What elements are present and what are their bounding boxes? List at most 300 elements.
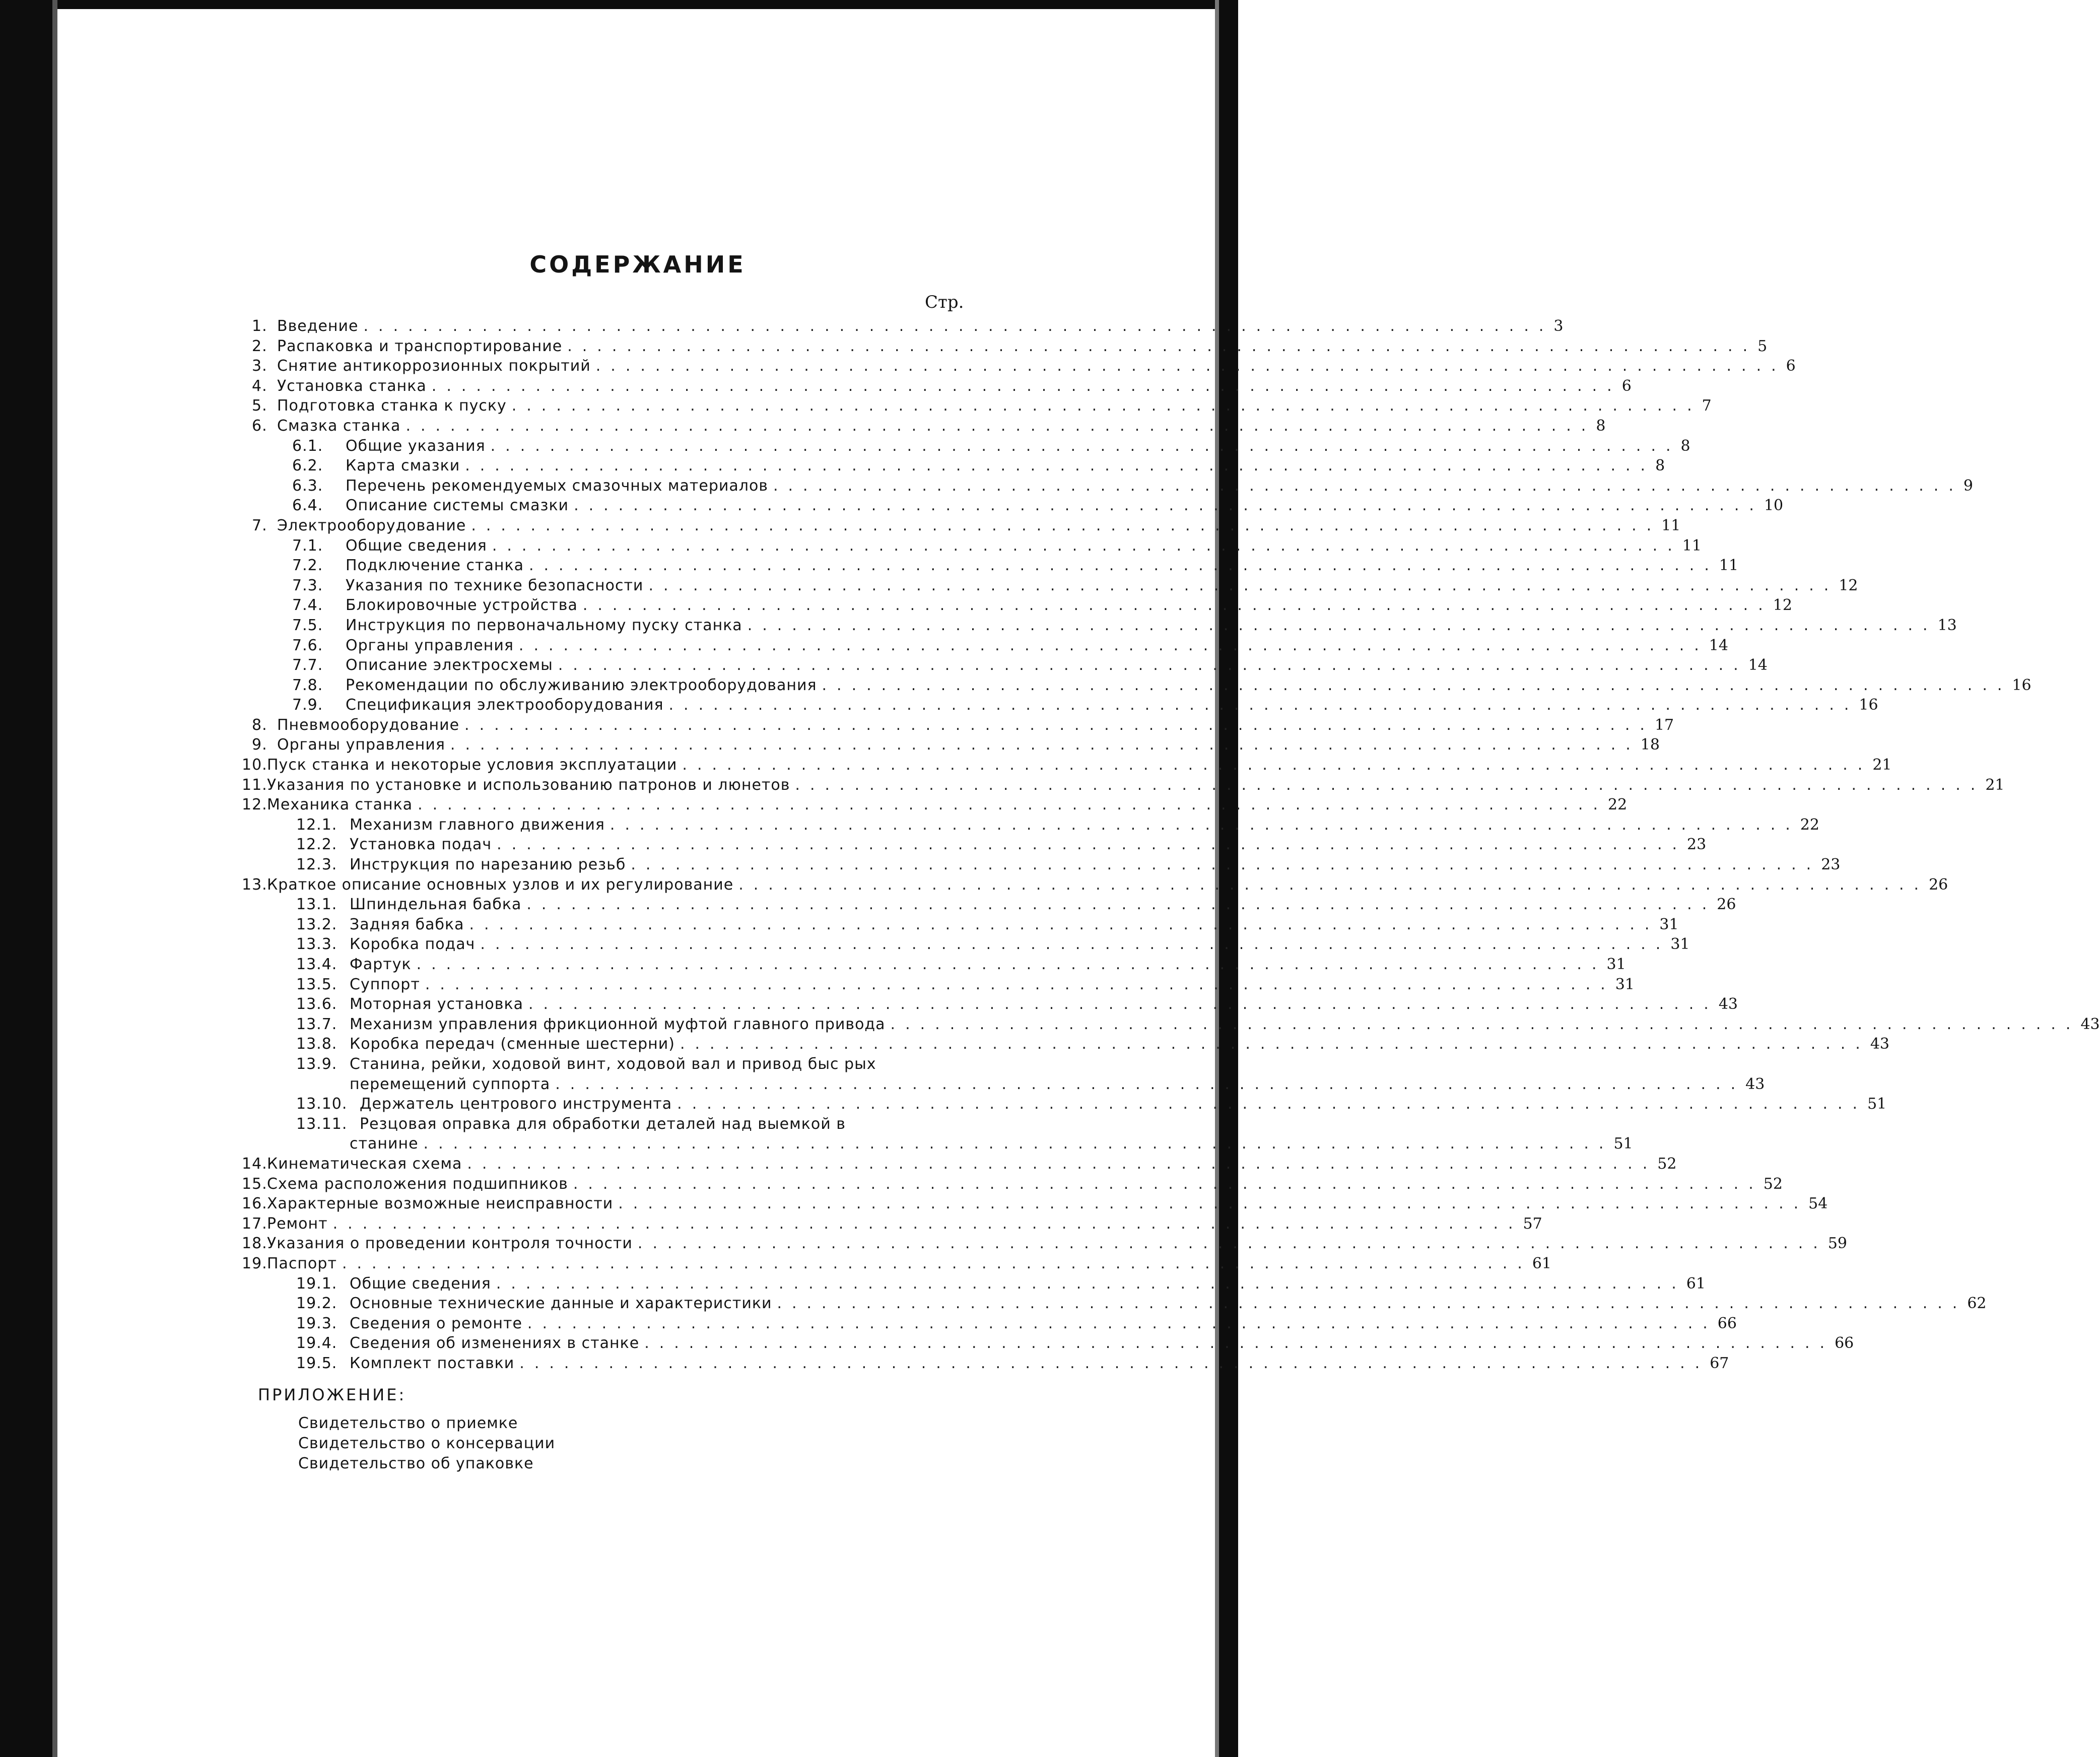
toc-entry-body xyxy=(296,1274,1706,1294)
toc-entry[interactable] xyxy=(252,376,1632,396)
toc-entry-title: Коробка подач xyxy=(350,935,476,954)
toc-entry[interactable] xyxy=(242,1174,1783,1194)
toc-entry-leader: ................................................................................ xyxy=(465,457,1656,475)
toc-entry-body xyxy=(296,1314,1737,1334)
toc-entry[interactable] xyxy=(252,516,1681,536)
toc-entry-title: Сведения о ремонте xyxy=(350,1314,522,1332)
toc-entry-body xyxy=(252,336,1768,357)
toc-entry-title: Смазка станка xyxy=(277,417,401,435)
toc-entry-leader: ................................................................................ xyxy=(773,477,1963,495)
toc-entry-number: 2. xyxy=(252,337,267,355)
toc-entry-leader: ................................................................................ xyxy=(822,676,2012,694)
toc-entry[interactable] xyxy=(252,496,1784,516)
toc-entry-body xyxy=(296,1034,1890,1054)
toc-entry-number: 12. xyxy=(242,796,267,814)
toc-entry-body xyxy=(296,1294,1987,1314)
toc-entry-leader: ................................................................................ xyxy=(363,317,1554,335)
toc-entry[interactable] xyxy=(242,1254,1552,1274)
toc-entry-leader: ................................................................................ xyxy=(342,1254,1532,1272)
toc-entry[interactable] xyxy=(252,975,1635,995)
toc-entry-body xyxy=(292,436,1690,456)
toc-entry-number: 11. xyxy=(242,776,267,794)
toc-entry-page: 21 xyxy=(1872,756,1892,774)
toc-entry[interactable] xyxy=(252,835,1707,855)
toc-entry-title: Перечень рекомендуемых смазочных материалов xyxy=(346,477,768,495)
toc-entry-leader: ................................................................................ xyxy=(528,995,1719,1013)
toc-entry-page: 3 xyxy=(1553,317,1564,335)
toc-entry-body xyxy=(296,1015,2100,1035)
toc-entry-leader: ................................................................................ xyxy=(648,576,1839,594)
toc-entry-body xyxy=(242,875,1948,895)
toc-entry-body xyxy=(292,616,1957,636)
toc-entry-body xyxy=(242,1154,1677,1174)
toc-entry-body xyxy=(292,476,1973,496)
toc-entry-body xyxy=(296,895,1736,915)
toc-entry-leader: ................................................................................ xyxy=(519,1354,1710,1372)
toc-entry-body xyxy=(296,955,1626,975)
toc-entry-body xyxy=(252,735,1660,755)
toc-entry-title: Введение xyxy=(277,317,359,335)
toc-entry-number: 6.3. xyxy=(292,477,323,495)
toc-entry-title: Пневмооборудование xyxy=(277,716,460,734)
toc-entry-leader: ................................................................................ xyxy=(631,856,1821,874)
toc-entry-page: 59 xyxy=(1827,1235,1847,1253)
toc-entry-title: Краткое описание основных узлов и их регулирование xyxy=(267,875,734,894)
toc-entry[interactable] xyxy=(252,1015,2100,1035)
toc-entry-body xyxy=(292,576,1858,596)
toc-entry-leader: ................................................................................ xyxy=(573,1175,1764,1193)
toc-entry-leader: ................................................................................ xyxy=(497,836,1687,854)
appendix-title: ПРИЛОЖЕНИЕ: xyxy=(258,1385,407,1404)
toc-entry-page: 13 xyxy=(1937,616,1957,634)
toc-entry-page: 11 xyxy=(1661,516,1681,534)
toc-entry-number: 13.1. xyxy=(296,896,337,914)
toc-entry-title: Механизм главного движения xyxy=(350,816,605,834)
toc-entry-number: 13. xyxy=(242,875,267,894)
toc-entry-body xyxy=(242,775,2005,795)
toc-entry-title: станине xyxy=(350,1135,419,1153)
toc-entry[interactable] xyxy=(252,576,1858,596)
toc-entry[interactable] xyxy=(242,795,1628,815)
toc-entry-body xyxy=(292,695,1878,715)
toc-entry-title: Пуск станка и некоторые условия эксплуатации xyxy=(267,756,678,774)
toc-entry-page: 52 xyxy=(1657,1155,1677,1173)
toc-entry-page: 57 xyxy=(1523,1214,1542,1233)
toc-entry-title: Общие сведения xyxy=(346,536,487,555)
toc-entry-number: 14. xyxy=(242,1155,267,1173)
toc-entry-body xyxy=(296,835,1707,855)
toc-entry-leader: ................................................................................ xyxy=(738,875,1929,894)
toc-entry-title: Паспорт xyxy=(267,1254,337,1272)
toc-entry-body xyxy=(292,536,1702,556)
toc-entry[interactable] xyxy=(242,1194,1828,1214)
toc-entry-number: 13.11. xyxy=(296,1115,348,1133)
toc-entry-leader: ................................................................................ xyxy=(418,796,1608,814)
appendix-list xyxy=(298,1413,555,1474)
toc-entry-page: 11 xyxy=(1682,536,1702,555)
toc-entry-body xyxy=(252,376,1632,396)
toc-entry-page: 23 xyxy=(1687,836,1707,854)
toc-entry-page: 54 xyxy=(1808,1195,1828,1213)
toc-entry[interactable] xyxy=(252,915,1679,935)
toc-entry-leader: ................................................................................ xyxy=(677,1095,1868,1113)
toc-entry-title: Карта смазки xyxy=(346,457,460,475)
toc-entry[interactable] xyxy=(252,855,1841,875)
toc-entry-number: 3. xyxy=(252,357,267,375)
toc-entry-leader: ................................................................................ xyxy=(637,1235,1828,1253)
toc-entry[interactable] xyxy=(252,955,1626,975)
toc-entry-title: Моторная установка xyxy=(350,995,523,1013)
toc-entry-body xyxy=(296,855,1841,875)
toc-entry-page: 31 xyxy=(1606,956,1626,973)
toc-entry-page: 8 xyxy=(1596,417,1606,435)
toc-entry[interactable] xyxy=(252,476,1973,496)
toc-entry-title: перемещений суппорта xyxy=(350,1075,551,1093)
toc-entry[interactable] xyxy=(252,1274,1706,1294)
toc-entry-body xyxy=(252,516,1681,536)
toc-entry-title: Шпиндельная бабка xyxy=(350,896,522,914)
toc-entry-page: 26 xyxy=(1929,875,1948,894)
toc-entry[interactable] xyxy=(252,1034,1890,1054)
toc-entry[interactable] xyxy=(252,735,1660,755)
toc-entry-number: 19.4. xyxy=(296,1334,337,1353)
toc-entry-body xyxy=(252,316,1564,336)
toc-entry-number: 13.2. xyxy=(296,915,337,933)
toc-entry-body xyxy=(292,496,1784,516)
toc-entry-body xyxy=(292,655,1768,675)
toc-entry-title: Механизм управления фрикционной муфтой главного привода xyxy=(350,1015,886,1033)
toc-entry-number: 7.6. xyxy=(292,636,323,654)
toc-entry[interactable] xyxy=(252,616,1957,636)
toc-entry-leader: ................................................................................ xyxy=(511,397,1702,415)
toc-entry-title: Задняя бабка xyxy=(350,915,464,933)
toc-entry-number: 7.2. xyxy=(292,557,323,575)
toc-entry-page: 61 xyxy=(1686,1274,1706,1293)
toc-entry-body xyxy=(242,1234,1847,1254)
toc-entry[interactable] xyxy=(252,655,1768,675)
toc-entry-leader: ................................................................................ xyxy=(450,736,1641,754)
toc-entry-leader: ................................................................................ xyxy=(464,716,1655,734)
toc-entry[interactable] xyxy=(242,755,1892,775)
toc-entry-leader: ................................................................................ xyxy=(795,776,1986,794)
toc-entry-number: 19.3. xyxy=(296,1314,337,1332)
toc-entry-body xyxy=(252,416,1606,436)
toc-entry-leader: ................................................................................ xyxy=(492,536,1682,555)
toc-entry-body xyxy=(296,1114,957,1134)
toc-entry-title: Инструкция по нарезанию резьб xyxy=(350,856,626,874)
toc-entry-leader: ................................................................................ xyxy=(682,756,1873,774)
toc-entry-body xyxy=(296,815,1819,835)
toc-entry-title: Держатель центрового инструмента xyxy=(360,1095,672,1113)
toc-entry-page: 26 xyxy=(1717,896,1736,914)
toc-entry-body xyxy=(296,1054,957,1074)
toc-entry-body xyxy=(242,1194,1828,1214)
toc-entry-title: Основные технические данные и характеристики xyxy=(350,1295,772,1313)
toc-entry[interactable] xyxy=(242,1154,1677,1174)
toc-entry-leader: ................................................................................ xyxy=(777,1295,1968,1313)
toc-entry-page: 10 xyxy=(1764,497,1784,515)
toc-entry[interactable] xyxy=(252,416,1606,436)
toc-entry-title: Блокировочные устройства xyxy=(346,596,578,615)
toc-entry-page: 31 xyxy=(1615,975,1635,993)
toc-entry-number: 13.10. xyxy=(296,1095,348,1113)
appendix-item[interactable]: Свидетельство о консервации xyxy=(298,1435,556,1452)
toc-entry-title: Органы управления xyxy=(346,636,514,654)
toc-entry[interactable] xyxy=(242,1214,1542,1234)
toc-entry[interactable] xyxy=(252,396,1712,416)
toc-entry-page: 14 xyxy=(1709,636,1728,654)
toc-entry[interactable] xyxy=(252,675,2031,696)
toc-entry-page: 7 xyxy=(1702,397,1712,415)
toc-entry-number: 7.3. xyxy=(292,576,323,594)
toc-entry[interactable] xyxy=(252,1134,1633,1154)
toc-entry-page: 43 xyxy=(1745,1075,1765,1093)
toc-entry-page: 8 xyxy=(1655,457,1665,475)
toc-entry-number: 6.2. xyxy=(292,457,323,475)
toc-entry-leader: ................................................................................ xyxy=(518,636,1709,654)
toc-entry-number: 13.4. xyxy=(296,956,337,973)
toc-entry-leader: ................................................................................ xyxy=(332,1214,1523,1233)
page-column-label: Стр. xyxy=(925,292,964,312)
toc-entry-body xyxy=(292,456,1665,476)
toc-entry-leader: ................................................................................ xyxy=(680,1035,1870,1053)
toc-entry-page: 22 xyxy=(1608,796,1628,814)
toc-entry-page: 16 xyxy=(1859,696,1878,714)
toc-entry-leader: ................................................................................ xyxy=(480,935,1671,954)
toc-entry[interactable] xyxy=(252,436,1690,456)
toc-entry[interactable] xyxy=(252,1314,1737,1334)
toc-entry-title: Снятие антикоррозионных покрытий xyxy=(277,357,591,375)
toc-entry-title: Сведения об изменениях в станке xyxy=(350,1334,640,1353)
toc-entry-title: Рекомендации по обслуживанию электрооборудования xyxy=(346,676,817,694)
appendix-item[interactable]: Свидетельство об упаковке xyxy=(298,1455,534,1472)
toc-entry-leader: ................................................................................ xyxy=(469,915,1660,933)
toc-entry-page: 51 xyxy=(1867,1095,1887,1113)
toc-entry-leader: ................................................................................ xyxy=(416,956,1607,973)
toc-entry[interactable] xyxy=(242,775,2005,795)
toc-entry-title: Общие указания xyxy=(346,437,486,455)
toc-entry-leader: ................................................................................ xyxy=(595,357,1786,375)
toc-entry-leader: ................................................................................ xyxy=(890,1015,2081,1033)
toc-entry-page: 12 xyxy=(1773,596,1792,615)
toc-entry-title: Инструкция по первоначальному пуску станка xyxy=(346,616,742,634)
appendix-item[interactable]: Свидетельство о приемке xyxy=(298,1414,518,1432)
toc-entry-page: 31 xyxy=(1670,935,1690,954)
toc-entry-number: 5. xyxy=(252,397,267,415)
toc-entry-title: Подключение станка xyxy=(346,557,524,575)
toc-entry-page: 6 xyxy=(1621,377,1632,395)
toc-entry[interactable] xyxy=(252,1354,1729,1374)
toc-entry[interactable] xyxy=(252,636,1728,656)
toc-entry-number: 4. xyxy=(252,377,267,395)
toc-entry-body xyxy=(296,934,1690,955)
toc-entry-title: Электрооборудование xyxy=(277,516,466,534)
toc-entry-body xyxy=(292,556,1739,576)
toc-entry-title: Суппорт xyxy=(350,975,420,993)
toc-entry-body xyxy=(296,1134,1633,1154)
toc-entry-page: 66 xyxy=(1717,1314,1737,1332)
toc-entry-body xyxy=(296,1094,1887,1114)
toc-entry-page: 17 xyxy=(1654,716,1674,734)
toc-entry[interactable] xyxy=(252,1294,1987,1314)
toc-entry-page: 52 xyxy=(1763,1175,1783,1193)
toc-entry-leader: ................................................................................ xyxy=(496,1274,1686,1293)
toc-entry[interactable] xyxy=(252,1333,1854,1354)
toc-entry-body xyxy=(296,994,1738,1015)
toc-entry-title: Установка станка xyxy=(277,377,427,395)
toc-entry-body xyxy=(242,1254,1552,1274)
toc-entry-page: 6 xyxy=(1786,357,1796,375)
toc-entry-number: 12.3. xyxy=(296,856,337,874)
toc-entry-number: 8. xyxy=(252,716,267,734)
toc-entry-body xyxy=(252,715,1674,735)
toc-entry[interactable] xyxy=(252,695,1878,715)
toc-entry-number: 7.9. xyxy=(292,696,323,714)
toc-entry[interactable] xyxy=(252,316,1564,336)
toc-entry-leader: ................................................................................ xyxy=(582,596,1773,615)
toc-entry-body xyxy=(296,915,1679,935)
toc-entry-title: Описание электросхемы xyxy=(346,656,553,674)
toc-entry-title: Спецификация электрооборудования xyxy=(346,696,664,714)
toc-entry-title: Описание системы смазки xyxy=(346,497,569,515)
toc-entry[interactable] xyxy=(252,356,1796,376)
toc-entry-leader: ................................................................................ xyxy=(467,1155,1658,1173)
toc-entry-page: 21 xyxy=(1985,776,2005,794)
toc-entry-page: 61 xyxy=(1532,1254,1552,1272)
toc-entry-number: 7. xyxy=(252,516,267,534)
toc-entry-title: Установка подач xyxy=(350,836,492,854)
toc-entry[interactable] xyxy=(252,934,1690,955)
toc-entry-body xyxy=(292,636,1728,656)
toc-entry-number: 6.4. xyxy=(292,497,323,515)
toc-entry-page: 9 xyxy=(1963,477,1973,495)
toc-entry-leader: ................................................................................ xyxy=(471,516,1662,534)
toc-entry-leader: ................................................................................ xyxy=(567,337,1758,355)
toc-entry[interactable] xyxy=(252,1074,1765,1095)
toc-entry-title: Станина, рейки, ходовой винт, ходовой вал и привод быс рых xyxy=(350,1055,876,1073)
toc-entry-page: 31 xyxy=(1659,915,1679,933)
toc-entry-number: 13.8. xyxy=(296,1035,337,1053)
toc-entry[interactable] xyxy=(252,1054,957,1074)
toc-entry-page: 43 xyxy=(1718,995,1738,1013)
toc-entry[interactable] xyxy=(252,456,1665,476)
toc-entry-title: Органы управления xyxy=(277,736,445,754)
toc-entry-body xyxy=(296,975,1635,995)
toc-entry-body xyxy=(242,1214,1542,1234)
toc-entry[interactable] xyxy=(242,1234,1847,1254)
toc-entry-page: 8 xyxy=(1680,437,1690,455)
toc-entry-leader: ................................................................................ xyxy=(526,896,1717,914)
toc-entry-leader: ................................................................................ xyxy=(527,1314,1718,1332)
toc-entry-number: 13.3. xyxy=(296,935,337,954)
toc-entry-title: Общие сведения xyxy=(350,1274,491,1293)
toc-entry-number: 10. xyxy=(242,756,267,774)
toc-entry-page: 62 xyxy=(1967,1295,1987,1313)
toc-entry-number: 19.1. xyxy=(296,1274,337,1293)
toc-entry-leader: ................................................................................ xyxy=(425,975,1615,993)
toc-entry-body xyxy=(242,1174,1783,1194)
toc-entry-leader: ................................................................................ xyxy=(644,1334,1835,1353)
toc-entry-page: 5 xyxy=(1757,337,1768,355)
toc-entry[interactable] xyxy=(252,994,1738,1015)
toc-entry[interactable] xyxy=(252,536,1702,556)
toc-entry-body xyxy=(252,356,1796,376)
toc-entry-title: Резцовая оправка для обработки деталей над выемкой в xyxy=(360,1115,846,1133)
toc-entry[interactable] xyxy=(252,556,1739,576)
toc-entry-number: 6. xyxy=(252,417,267,435)
toc-entry-leader: ................................................................................ xyxy=(528,557,1719,575)
toc-entry[interactable] xyxy=(252,895,1736,915)
toc-entry-title: Ремонт xyxy=(267,1214,328,1233)
toc-entry-body xyxy=(242,755,1892,775)
toc-entry-leader: ................................................................................ xyxy=(609,816,1800,834)
toc-entry[interactable] xyxy=(242,875,1948,895)
toc-entry-number: 12.2. xyxy=(296,836,337,854)
toc-entry-page: 12 xyxy=(1839,576,1858,594)
toc-entry-number: 6.1. xyxy=(292,437,323,455)
toc-entry-number: 16. xyxy=(242,1195,267,1213)
toc-entry-leader: ................................................................................ xyxy=(574,497,1764,515)
toc-entry-title: Указания по технике безопасности xyxy=(346,576,644,594)
toc-entry-page: 67 xyxy=(1710,1354,1729,1372)
toc-entry-leader: ................................................................................ xyxy=(431,377,1622,395)
toc-entry-page: 51 xyxy=(1613,1135,1633,1153)
toc-entry-title: Указания по установке и использованию патронов и люнетов xyxy=(267,776,790,794)
toc-entry-body xyxy=(296,1333,1854,1354)
toc-entry-number: 19. xyxy=(242,1254,267,1272)
toc-entry-title: Механика станка xyxy=(267,796,413,814)
toc-entry-title: Комплект поставки xyxy=(350,1354,515,1372)
toc-entry[interactable] xyxy=(252,1094,1887,1114)
toc-entry-title: Коробка передач (сменные шестерни) xyxy=(350,1035,675,1053)
toc-entry-number: 13.6. xyxy=(296,995,337,1013)
toc-entry-number: 19.5. xyxy=(296,1354,337,1372)
toc-entry-title: Указания о проведении контроля точности xyxy=(267,1235,633,1253)
toc-entry-body xyxy=(292,595,1792,616)
toc-entry-title: Подготовка станка к пуску xyxy=(277,397,507,415)
toc-entry-number: 7.4. xyxy=(292,596,323,615)
toc-entry-page: 11 xyxy=(1719,557,1739,575)
toc-entry[interactable] xyxy=(252,815,1819,835)
toc-entry-number: 7.8. xyxy=(292,676,323,694)
toc-entry-page: 66 xyxy=(1835,1334,1854,1353)
toc-entry-leader: ................................................................................ xyxy=(405,417,1596,435)
toc-entry-number: 7.7. xyxy=(292,656,323,674)
scan-border-top xyxy=(0,0,1238,9)
toc-entry-page: 16 xyxy=(2012,676,2031,694)
toc-entry-number: 7.1. xyxy=(292,536,323,555)
toc-entry[interactable] xyxy=(252,336,1768,357)
toc-entry-title: Схема расположения подшипников xyxy=(267,1175,568,1193)
toc-entry-page: 43 xyxy=(1870,1035,1890,1053)
toc-entry-leader: ................................................................................ xyxy=(618,1195,1809,1213)
toc-entry[interactable] xyxy=(252,715,1674,735)
toc-entry-number: 15. xyxy=(242,1175,267,1193)
toc-entry-number: 13.7. xyxy=(296,1015,337,1033)
toc-entry[interactable] xyxy=(252,1114,957,1134)
toc-entry-leader: ................................................................................ xyxy=(668,696,1859,714)
toc-entry-number: 1. xyxy=(252,317,267,335)
table-of-contents xyxy=(242,316,2100,1373)
toc-entry-title: Фартук xyxy=(350,956,412,973)
toc-entry-page: 18 xyxy=(1640,736,1660,754)
toc-entry[interactable] xyxy=(252,595,1792,616)
toc-entry-leader: ................................................................................ xyxy=(555,1075,1746,1093)
toc-entry-title: Характерные возможные неисправности xyxy=(267,1195,614,1213)
toc-entry-body xyxy=(296,1074,1765,1095)
toc-entry-leader: ................................................................................ xyxy=(423,1135,1614,1153)
toc-entry-number: 12.1. xyxy=(296,816,337,834)
